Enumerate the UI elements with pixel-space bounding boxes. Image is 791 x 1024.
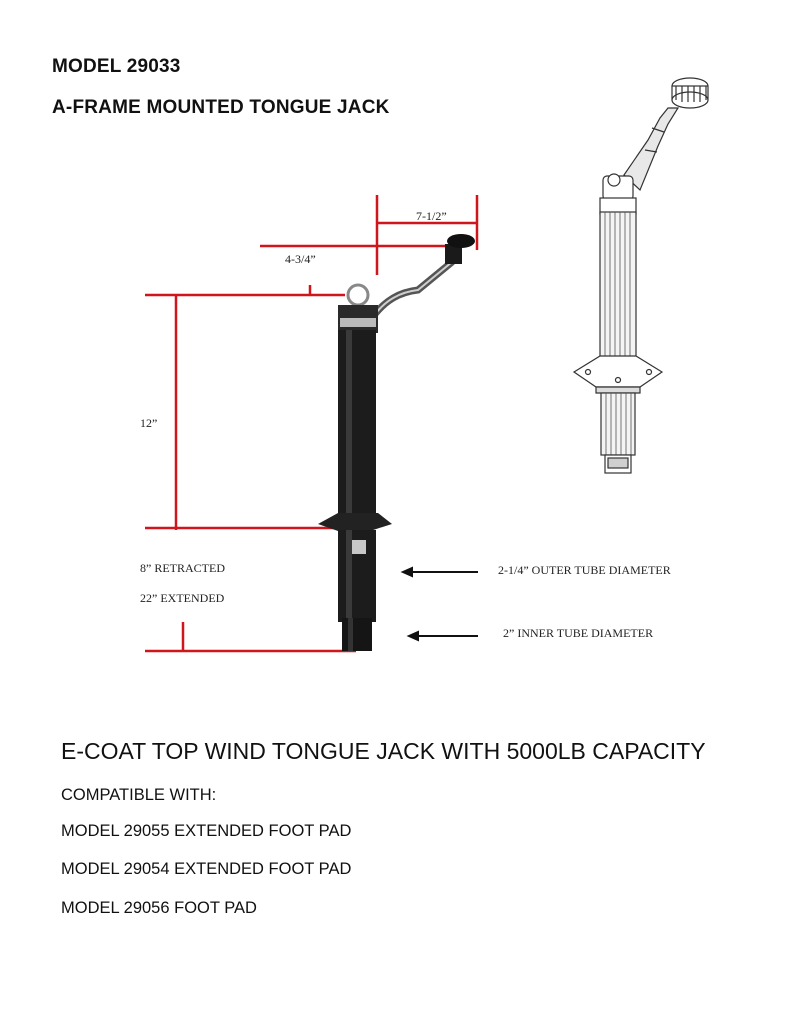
outer-tube-label: 2-1/4” OUTER TUBE DIAMETER xyxy=(498,563,671,577)
product-headline: E-COAT TOP WIND TONGUE JACK WITH 5000LB CAPACITY xyxy=(61,738,706,764)
tongue-jack-photo xyxy=(318,234,475,651)
compatible-model: MODEL 29055 EXTENDED FOOT PAD xyxy=(61,822,352,840)
compatible-model: MODEL 29056 FOOT PAD xyxy=(61,899,257,917)
extended-label: 22” EXTENDED xyxy=(140,591,225,605)
compatible-model: MODEL 29054 EXTENDED FOOT PAD xyxy=(61,860,352,878)
product-title: A-FRAME MOUNTED TONGUE JACK xyxy=(52,97,390,118)
compatible-label: COMPATIBLE WITH: xyxy=(61,786,217,804)
height-label: 12” xyxy=(140,416,158,430)
inner-tube-label: 2” INNER TUBE DIAMETER xyxy=(503,626,654,640)
tongue-jack-line-drawing xyxy=(574,78,708,473)
arrows xyxy=(403,568,478,640)
crank-offset-label: 4-3/4” xyxy=(285,252,316,266)
crank-reach-label: 7-1/2” xyxy=(416,209,447,223)
retracted-label: 8” RETRACTED xyxy=(140,561,225,575)
model-number: MODEL 29033 xyxy=(52,56,181,77)
